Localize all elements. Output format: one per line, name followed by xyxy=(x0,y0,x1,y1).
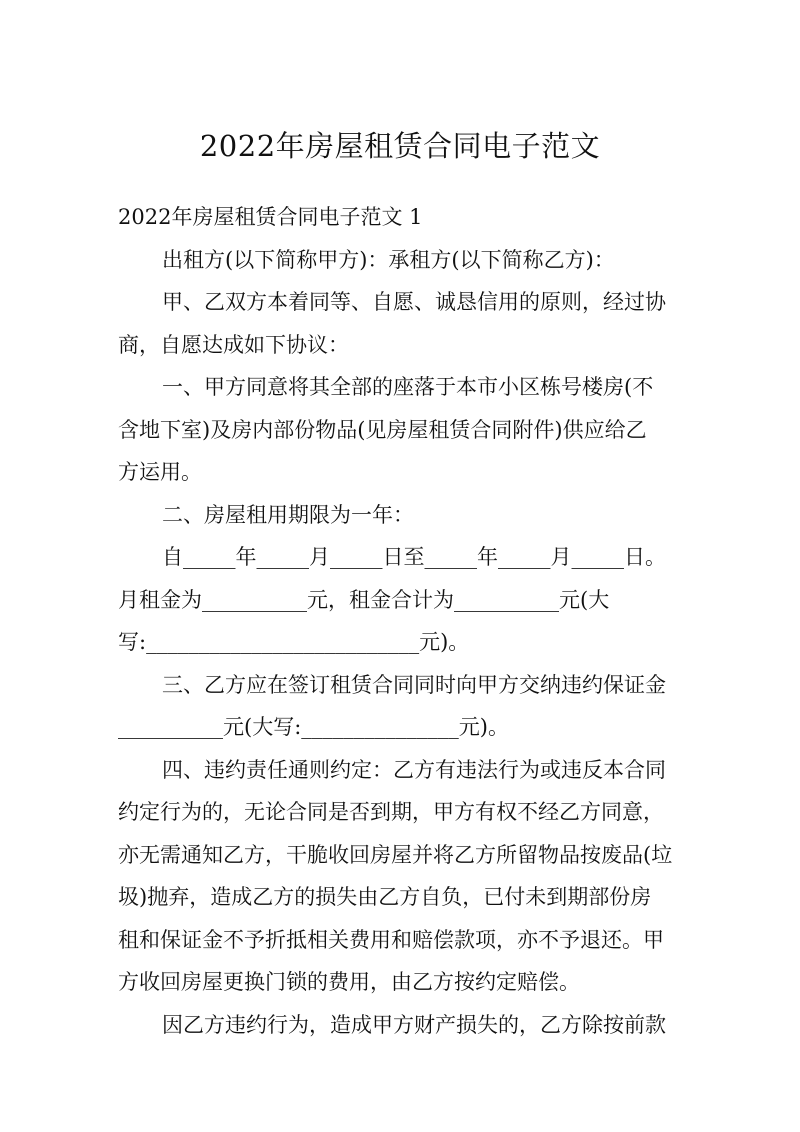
paragraph-parties-line: 出租方(以下简称甲方)：承租方(以下简称乙方)： xyxy=(162,247,615,272)
paragraph-clause-3-line: __________元(大写:_______________元)。 xyxy=(118,715,509,739)
paragraph-clause-1-line: 含地下室)及房内部份物品(见房屋租赁合同附件)供应给乙 xyxy=(118,417,647,442)
paragraph-clause-3-line: 三、乙方应在签订租赁合同同时向甲方交纳违约保证金 xyxy=(162,672,666,697)
document-title: 2022年房屋租赁合同电子范文 xyxy=(199,129,601,163)
paragraph-clause-4-cont-line: 因乙方违约行为，造成甲方财产损失的，乙方除按前款 xyxy=(162,1012,666,1037)
paragraph-clause-4-line: 圾)抛弃，造成乙方的损失由乙方自负，已付未到期部份房 xyxy=(118,885,652,909)
paragraph-clause-1-line: 方运用。 xyxy=(118,460,202,484)
paragraph-clause-2-line: 自_____年_____月_____日至_____年_____月_____日。 xyxy=(162,545,666,569)
paragraph-clause-4-line: 四、违约责任通则约定：乙方有违法行为或违反本合同 xyxy=(162,757,666,782)
paragraph-clause-2-line: 写:__________________________元)。 xyxy=(118,630,470,654)
paragraph-clause-2-line: 月租金为__________元，租金合计为__________元(大 xyxy=(118,587,610,612)
paragraph-preamble-line: 商，自愿达成如下协议： xyxy=(118,332,349,357)
paragraph-clause-4-line: 租和保证金不予折抵相关费用和赔偿款项，亦不予退还。甲 xyxy=(118,927,664,952)
document-subtitle: 2022年房屋租赁合同电子范文 1 xyxy=(118,205,423,229)
document-body xyxy=(118,196,684,1046)
paragraph-clause-4-line: 方收回房屋更换门锁的费用，由乙方按约定赔偿。 xyxy=(118,970,580,994)
paragraph-clause-2-line: 二、房屋租用期限为一年： xyxy=(162,502,414,527)
paragraph-clause-1-line: 一、甲方同意将其全部的座落于本市小区栋号楼房(不 xyxy=(162,375,654,399)
paragraph-preamble-line: 甲、乙双方本着同等、自愿、诚恳信用的原则，经过协 xyxy=(162,290,666,314)
paragraph-clause-4-line: 亦无需通知乙方，干脆收回房屋并将乙方所留物品按废品(垃 xyxy=(118,842,673,867)
paragraph-clause-4-line: 约定行为的，无论合同是否到期，甲方有权不经乙方同意， xyxy=(118,800,664,824)
